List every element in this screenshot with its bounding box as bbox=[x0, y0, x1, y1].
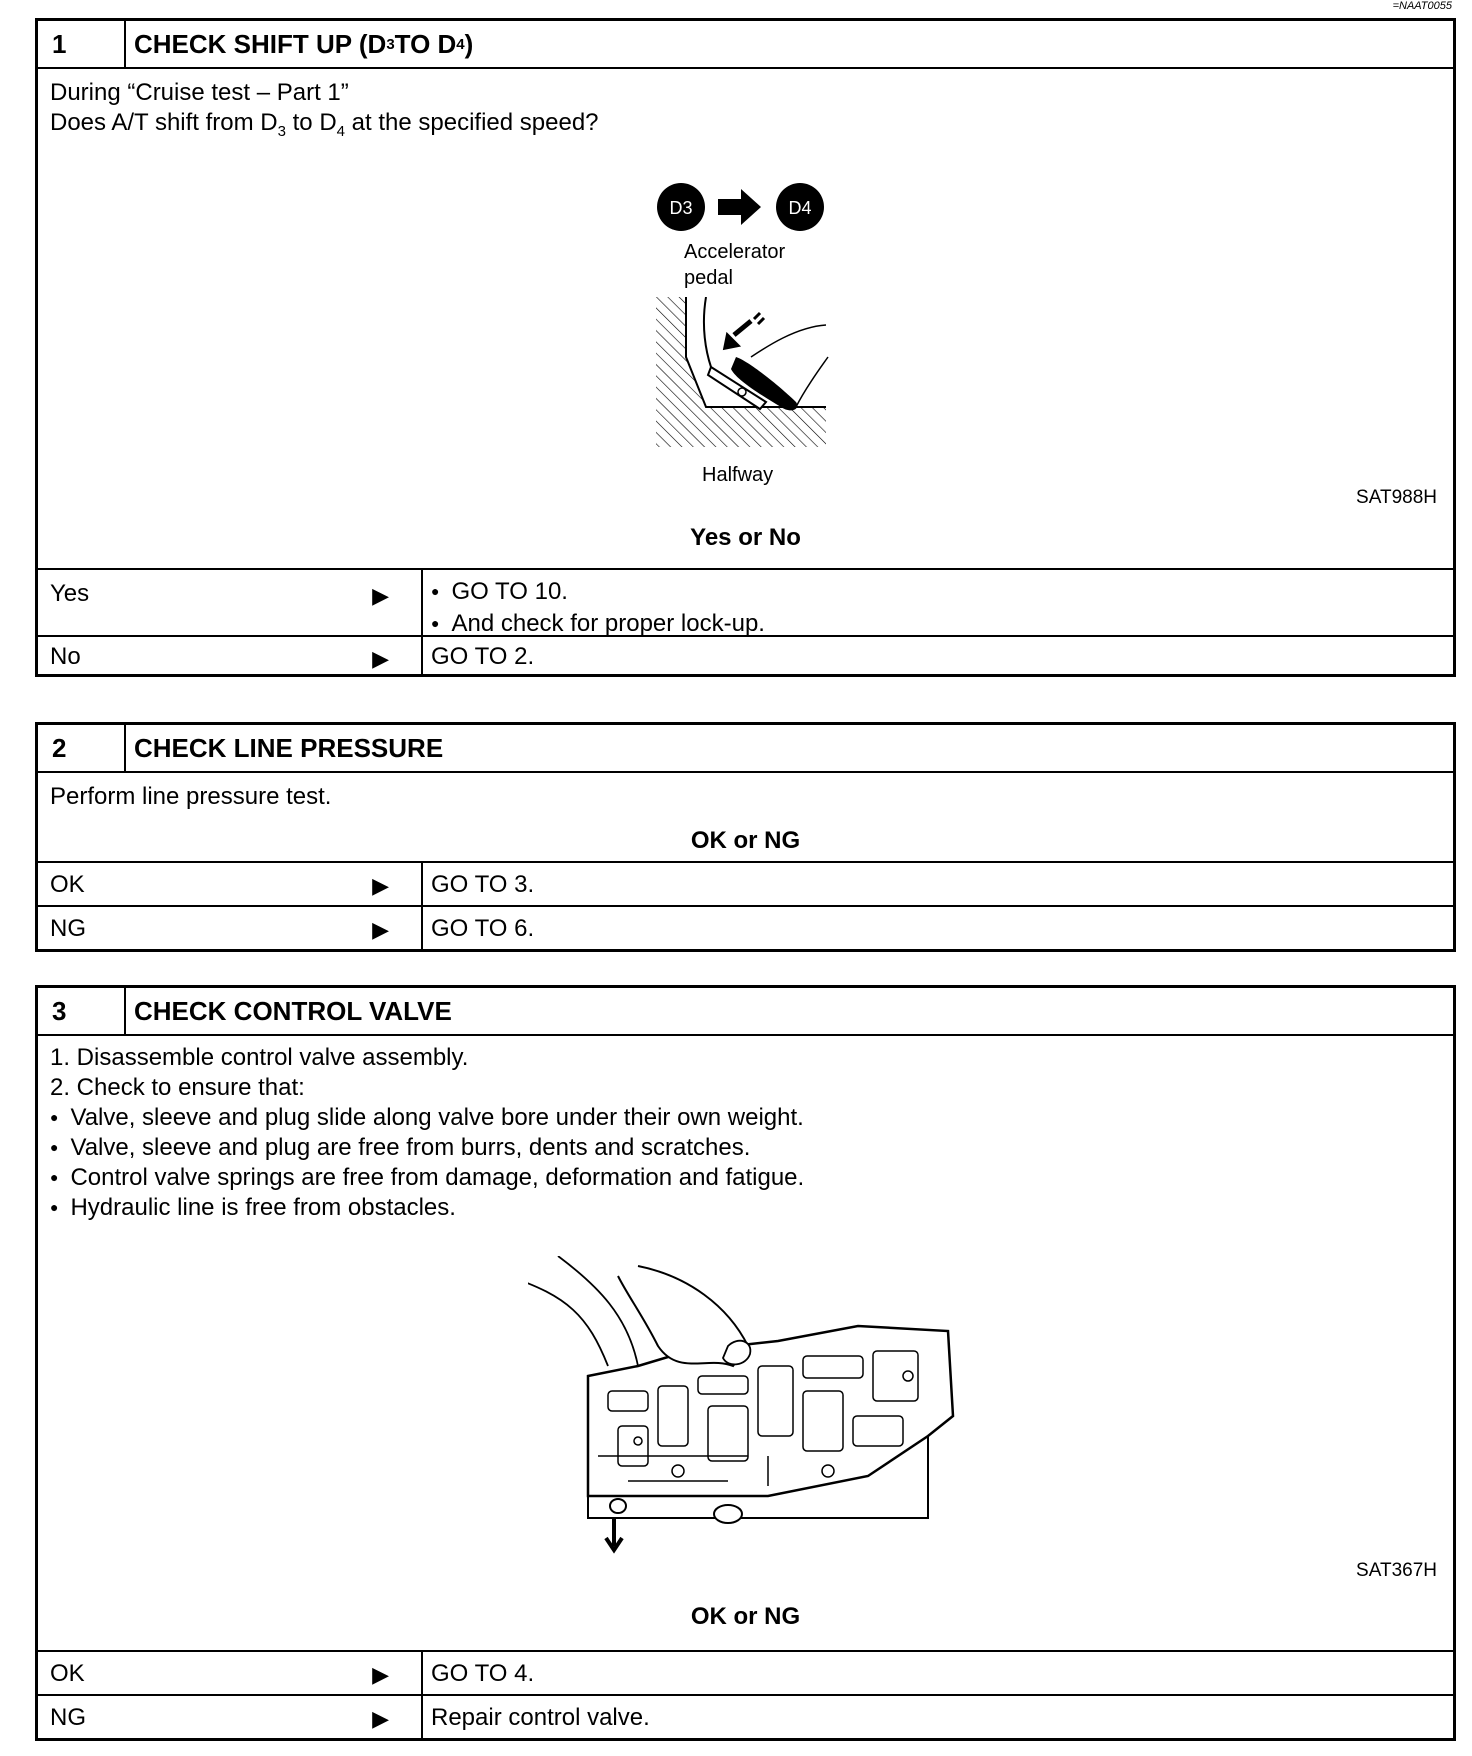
instruction-line: During “Cruise test – Part 1” bbox=[50, 79, 349, 106]
answer-text: GO TO 3. bbox=[431, 871, 535, 898]
d4-badge-label: D4 bbox=[788, 198, 812, 218]
arrow-right-icon: ▶ bbox=[372, 583, 389, 608]
step-1-header bbox=[38, 21, 1453, 69]
step-title: CHECK CONTROL VALVE bbox=[134, 995, 452, 1026]
answer-row-ng bbox=[38, 1694, 1453, 1738]
step-2-header bbox=[38, 725, 1453, 773]
figure-id: SAT367H bbox=[1356, 1560, 1437, 1581]
instruction-line: 2. Check to ensure that: bbox=[50, 1074, 305, 1101]
step-3-box bbox=[35, 985, 1456, 1741]
question-line: Does A/T shift from $D_3$ to $D_4$ at the specified speed? bbox=[50, 109, 599, 140]
step-title: CHECK SHIFT UP (D 3 TO D 4 ) bbox=[134, 28, 474, 59]
answer-text: GO TO 2. bbox=[431, 643, 535, 670]
step-number: 2 bbox=[38, 725, 126, 771]
answer-text: GO TO 4. bbox=[431, 1660, 535, 1687]
step-number: 1 bbox=[38, 21, 126, 67]
question-label: Yes or No bbox=[690, 524, 801, 551]
arrow-right-icon: ▶ bbox=[372, 873, 389, 898]
figure-id: SAT988H bbox=[1356, 487, 1437, 508]
document-reference: =NAAT0055 bbox=[1392, 0, 1452, 12]
step-title: CHECK LINE PRESSURE bbox=[134, 732, 444, 763]
answer-label: OK bbox=[50, 1660, 85, 1687]
answer-row-yes bbox=[38, 570, 1453, 635]
answer-row-ok bbox=[38, 863, 1453, 905]
accelerator-pedal-icon bbox=[656, 297, 836, 447]
step-3-header bbox=[38, 988, 1453, 1036]
step-number: 3 bbox=[38, 988, 126, 1034]
instruction-line: Perform line pressure test. bbox=[50, 783, 332, 810]
answer-text: GO TO 6. bbox=[431, 915, 535, 942]
arrow-right-icon: ▶ bbox=[372, 646, 389, 671]
question-label: OK or NG bbox=[690, 827, 801, 854]
answer-item: ● GO TO 10. bbox=[431, 578, 1445, 606]
answer-label: OK bbox=[50, 871, 85, 898]
step-1-body bbox=[38, 69, 1453, 570]
answer-label: NG bbox=[50, 1704, 86, 1731]
shift-diagram bbox=[653, 177, 843, 237]
step-3-body bbox=[38, 1036, 1453, 1652]
answer-text: Repair control valve. bbox=[431, 1704, 650, 1731]
figure-caption-top-1: Accelerator bbox=[684, 241, 786, 263]
instruction-line: 1. Disassemble control valve assembly. bbox=[50, 1044, 469, 1071]
figure-caption-bottom: Halfway bbox=[702, 464, 774, 486]
answer-row-no bbox=[38, 635, 1453, 674]
step-1-box bbox=[35, 18, 1456, 677]
right-arrow-icon bbox=[718, 189, 761, 225]
answer-item: ● And check for proper lock-up. bbox=[431, 610, 1445, 638]
check-bullet: ● Control valve springs are free from damage, deformation and fatigue. bbox=[50, 1164, 804, 1192]
check-bullet: ● Valve, sleeve and plug are free from burrs, dents and scratches. bbox=[50, 1134, 750, 1162]
figure-caption-top-2: pedal bbox=[684, 267, 733, 289]
step-2-body bbox=[38, 773, 1453, 863]
answer-row-ok bbox=[38, 1652, 1453, 1694]
control-valve-icon bbox=[528, 1256, 1008, 1556]
arrow-right-icon: ▶ bbox=[372, 1706, 389, 1731]
answer-label: No bbox=[50, 643, 81, 670]
arrow-right-icon: ▶ bbox=[372, 917, 389, 942]
d3-badge-label: D3 bbox=[669, 198, 693, 218]
answer-label: Yes bbox=[50, 580, 90, 607]
answer-row-ng bbox=[38, 905, 1453, 949]
check-bullet: ● Hydraulic line is free from obstacles. bbox=[50, 1194, 456, 1222]
check-bullet: ● Valve, sleeve and plug slide along valve bore under their own weight. bbox=[50, 1104, 804, 1132]
arrow-right-icon: ▶ bbox=[372, 1662, 389, 1687]
step-2-box bbox=[35, 722, 1456, 952]
question-label: OK or NG bbox=[690, 1603, 801, 1630]
answer-label: NG bbox=[50, 915, 86, 942]
